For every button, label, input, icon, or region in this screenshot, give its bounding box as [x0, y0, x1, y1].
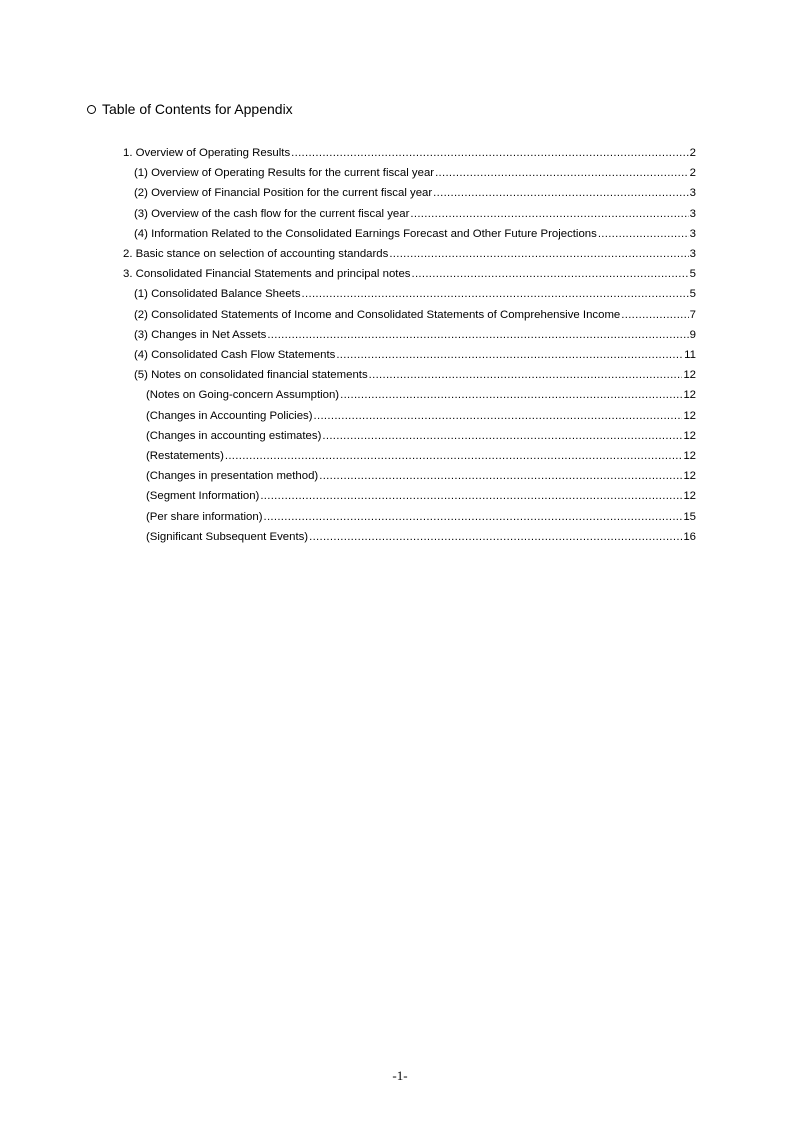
toc-entry-title: 3. Consolidated Financial Statements and principal notes — [123, 268, 411, 281]
toc-entry-page: 3 — [689, 227, 696, 240]
toc-dot-leader — [314, 408, 683, 424]
toc-dot-leader — [410, 206, 688, 222]
toc-entry[interactable] — [134, 307, 696, 323]
toc-entry-page: 5 — [689, 288, 696, 301]
toc-entry-title: (1) Overview of Operating Results for the current fiscal year — [134, 167, 435, 180]
toc-entry-page: 16 — [683, 530, 696, 543]
toc-entry-title: (3) Overview of the cash flow for the current fiscal year — [134, 207, 410, 220]
toc-entry[interactable] — [134, 286, 696, 302]
toc-entry-page: 7 — [689, 308, 696, 321]
toc-entry-title: (Notes on Going-concern Assumption) — [146, 389, 340, 402]
toc-entry-title: (Changes in Accounting Policies) — [146, 409, 313, 422]
toc-entry-page: 15 — [683, 510, 696, 523]
toc-dot-leader — [322, 428, 682, 444]
toc-entry-page: 9 — [689, 328, 696, 341]
toc-entry[interactable] — [123, 145, 696, 161]
toc-dot-leader — [225, 448, 682, 464]
toc-entry[interactable] — [146, 529, 696, 545]
toc-entry[interactable] — [134, 347, 696, 363]
toc-entry[interactable] — [146, 468, 696, 484]
toc-dot-leader — [435, 165, 689, 181]
toc-entry-title: (Per share information) — [146, 510, 263, 523]
page-number: -1- — [392, 1068, 408, 1083]
toc-entry-title: (Segment Information) — [146, 490, 260, 503]
toc-entry-page: 2 — [689, 167, 696, 180]
toc-entry-page: 12 — [683, 429, 696, 442]
toc-dot-leader — [260, 488, 682, 504]
toc-dot-leader — [389, 246, 688, 262]
toc-entry-page: 3 — [689, 187, 696, 200]
toc-dot-leader — [621, 307, 688, 323]
toc-dot-leader — [319, 468, 682, 484]
toc-entry-page: 12 — [683, 409, 696, 422]
toc-entry-page: 12 — [683, 490, 696, 503]
toc-dot-leader — [340, 387, 682, 403]
toc-dot-leader — [291, 145, 689, 161]
toc-dot-leader — [263, 509, 682, 525]
toc-entry-page: 11 — [684, 349, 696, 361]
toc-entry-title: 2. Basic stance on selection of accounting standards — [123, 248, 389, 260]
toc-entry-page: 3 — [689, 207, 696, 220]
toc-entry-page: 5 — [689, 268, 696, 281]
toc-dot-leader — [411, 266, 688, 282]
toc-entry-title: 1. Overview of Operating Results — [123, 147, 291, 159]
toc-entry-page: 12 — [683, 470, 696, 483]
toc-entry-page: 3 — [689, 248, 696, 260]
toc-entry[interactable] — [134, 206, 696, 222]
toc-entry-page: 12 — [683, 450, 696, 462]
toc-entry-page: 12 — [683, 369, 696, 382]
toc-dot-leader — [309, 529, 682, 545]
toc-entry-title: (Significant Subsequent Events) — [146, 530, 309, 543]
toc-entry[interactable] — [134, 185, 696, 201]
toc-dot-leader — [336, 347, 683, 363]
toc-entry-title: (Restatements) — [146, 450, 224, 462]
toc-entry[interactable] — [146, 488, 696, 504]
toc-entry[interactable] — [134, 327, 696, 343]
toc-dot-leader — [598, 226, 689, 242]
toc-entry-title: (4) Consolidated Cash Flow Statements — [134, 349, 336, 361]
toc-entry-title: (Changes in presentation method) — [146, 470, 319, 483]
toc-entry-title: (5) Notes on consolidated financial statements — [134, 369, 368, 382]
toc-entry[interactable] — [134, 165, 696, 181]
toc-entry[interactable] — [146, 387, 696, 403]
toc-entry-title: (2) Consolidated Statements of Income and Consolidated Statements of Comprehensive Income — [134, 308, 621, 321]
toc-entry-title: (1) Consolidated Balance Sheets — [134, 288, 301, 301]
toc-entry[interactable] — [123, 246, 696, 262]
toc-entry-title: (Changes in accounting estimates) — [146, 429, 322, 442]
toc-entry[interactable] — [146, 408, 696, 424]
toc-entry[interactable] — [123, 266, 696, 282]
toc-entry[interactable] — [134, 226, 696, 242]
toc-entry-title: (3) Changes in Net Assets — [134, 328, 267, 341]
toc-entry-title: (2) Overview of Financial Position for the current fiscal year — [134, 187, 433, 200]
toc-dot-leader — [433, 185, 688, 201]
toc-entry-page: 2 — [689, 147, 696, 159]
toc-dot-leader — [267, 327, 688, 343]
toc-heading-text: Table of Contents for Appendix — [102, 101, 293, 117]
toc-entry-page: 12 — [683, 389, 696, 402]
toc-dot-leader — [369, 367, 683, 383]
toc-dot-leader — [302, 286, 689, 302]
toc-entry[interactable] — [146, 509, 696, 525]
toc-entry[interactable] — [146, 448, 696, 464]
toc-entry[interactable] — [134, 367, 696, 383]
toc-entry[interactable] — [146, 428, 696, 444]
toc-entry-title: (4) Information Related to the Consolidated Earnings Forecast and Other Future Projections — [134, 227, 597, 240]
